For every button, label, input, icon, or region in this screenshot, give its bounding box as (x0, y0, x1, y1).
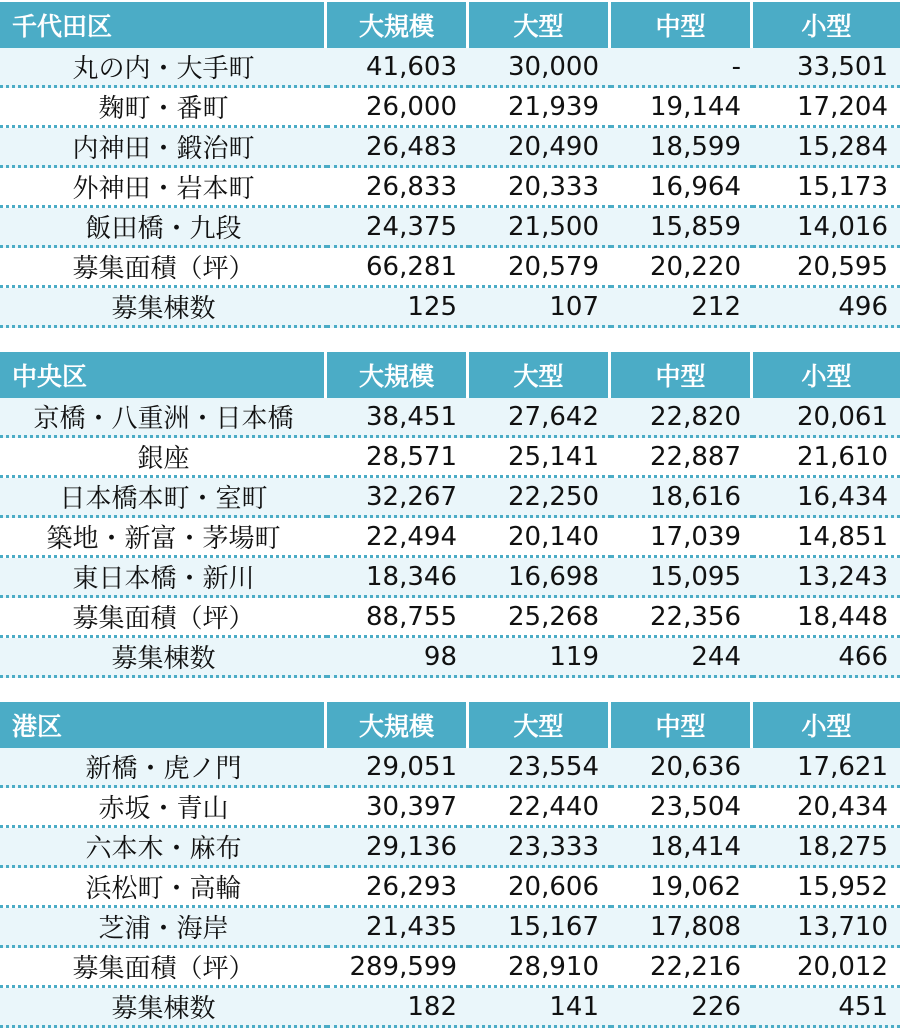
column-header-small: 小型 (753, 352, 900, 398)
value-medium: 22,216 (611, 948, 753, 988)
ward-name: 千代田区 (0, 2, 327, 48)
value-medium: 19,062 (611, 868, 753, 908)
value-small: 13,243 (753, 558, 900, 598)
value-small: 15,284 (753, 128, 900, 168)
value-medium: 22,356 (611, 598, 753, 638)
value-large-scale: 98 (327, 638, 469, 678)
value-small: 21,610 (753, 438, 900, 478)
value-large: 119 (469, 638, 611, 678)
value-large-scale: 22,494 (327, 518, 469, 558)
table-row (0, 248, 900, 288)
value-large-scale: 21,435 (327, 908, 469, 948)
area-name: 芝浦・海岸 (0, 908, 327, 948)
area-name: 募集棟数 (0, 638, 327, 678)
column-header-medium: 中型 (611, 2, 753, 48)
value-small: 14,851 (753, 518, 900, 558)
value-small: 16,434 (753, 478, 900, 518)
area-name: 飯田橋・九段 (0, 208, 327, 248)
value-large-scale: 29,136 (327, 828, 469, 868)
value-large: 27,642 (469, 398, 611, 438)
area-name: 丸の内・大手町 (0, 48, 327, 88)
value-large: 15,167 (469, 908, 611, 948)
column-header-large: 大型 (469, 702, 611, 748)
value-medium: 17,039 (611, 518, 753, 558)
table-row (0, 908, 900, 948)
value-large-scale: 26,483 (327, 128, 469, 168)
table-row (0, 558, 900, 598)
table-row (0, 88, 900, 128)
area-name: 赤坂・青山 (0, 788, 327, 828)
value-large: 141 (469, 988, 611, 1028)
value-large-scale: 26,833 (327, 168, 469, 208)
area-name: 日本橋本町・室町 (0, 478, 327, 518)
value-medium: 23,504 (611, 788, 753, 828)
column-header-large: 大型 (469, 2, 611, 48)
value-large-scale: 41,603 (327, 48, 469, 88)
value-large: 107 (469, 288, 611, 328)
header-row (0, 702, 900, 748)
value-small: 13,710 (753, 908, 900, 948)
area-name: 麹町・番町 (0, 88, 327, 128)
area-name: 新橋・虎ノ門 (0, 748, 327, 788)
value-small: 20,061 (753, 398, 900, 438)
table-row (0, 518, 900, 558)
ward-table-chiyoda (0, 2, 900, 328)
table-row (0, 948, 900, 988)
value-medium: 18,616 (611, 478, 753, 518)
value-medium: 19,144 (611, 88, 753, 128)
header-row (0, 2, 900, 48)
value-small: 20,595 (753, 248, 900, 288)
table-row (0, 868, 900, 908)
ward-name: 港区 (0, 702, 327, 748)
column-header-small: 小型 (753, 2, 900, 48)
table-row (0, 288, 900, 328)
value-large-scale: 28,571 (327, 438, 469, 478)
value-large: 20,490 (469, 128, 611, 168)
value-small: 18,275 (753, 828, 900, 868)
value-large: 23,333 (469, 828, 611, 868)
value-small: 20,012 (753, 948, 900, 988)
table-row (0, 168, 900, 208)
value-medium: 15,859 (611, 208, 753, 248)
value-large-scale: 125 (327, 288, 469, 328)
value-medium: 22,887 (611, 438, 753, 478)
table-row (0, 828, 900, 868)
value-small: 18,448 (753, 598, 900, 638)
value-large: 20,333 (469, 168, 611, 208)
table-row (0, 398, 900, 438)
value-large: 23,554 (469, 748, 611, 788)
value-small: 33,501 (753, 48, 900, 88)
value-large-scale: 18,346 (327, 558, 469, 598)
value-large-scale: 88,755 (327, 598, 469, 638)
area-name: 内神田・鍛治町 (0, 128, 327, 168)
table-row (0, 48, 900, 88)
value-small: 451 (753, 988, 900, 1028)
value-medium: 244 (611, 638, 753, 678)
area-name: 募集面積（坪） (0, 248, 327, 288)
area-name: 外神田・岩本町 (0, 168, 327, 208)
area-name: 募集面積（坪） (0, 948, 327, 988)
column-header-medium: 中型 (611, 352, 753, 398)
value-large-scale: 30,397 (327, 788, 469, 828)
value-large-scale: 182 (327, 988, 469, 1028)
ward-table-chuo (0, 352, 900, 678)
value-large: 30,000 (469, 48, 611, 88)
area-name: 募集面積（坪） (0, 598, 327, 638)
value-large: 20,606 (469, 868, 611, 908)
value-small: 496 (753, 288, 900, 328)
table-row (0, 128, 900, 168)
value-medium: 22,820 (611, 398, 753, 438)
table-row (0, 638, 900, 678)
value-large: 22,440 (469, 788, 611, 828)
area-name: 京橋・八重洲・日本橋 (0, 398, 327, 438)
value-medium: 20,220 (611, 248, 753, 288)
area-name: 浜松町・高輪 (0, 868, 327, 908)
table-row (0, 208, 900, 248)
value-small: 466 (753, 638, 900, 678)
column-header-large-scale: 大規模 (327, 352, 469, 398)
column-header-medium: 中型 (611, 702, 753, 748)
value-small: 15,173 (753, 168, 900, 208)
table-row (0, 748, 900, 788)
area-name: 募集棟数 (0, 288, 327, 328)
value-medium: 18,414 (611, 828, 753, 868)
area-name: 銀座 (0, 438, 327, 478)
value-medium: 18,599 (611, 128, 753, 168)
value-large-scale: 38,451 (327, 398, 469, 438)
value-large-scale: 26,000 (327, 88, 469, 128)
table-row (0, 788, 900, 828)
value-medium: 212 (611, 288, 753, 328)
value-large: 28,910 (469, 948, 611, 988)
value-medium: - (611, 48, 753, 88)
value-large-scale: 32,267 (327, 478, 469, 518)
area-name: 募集棟数 (0, 988, 327, 1028)
value-large: 20,140 (469, 518, 611, 558)
column-header-small: 小型 (753, 702, 900, 748)
area-name: 築地・新富・茅場町 (0, 518, 327, 558)
value-large-scale: 66,281 (327, 248, 469, 288)
value-large: 21,500 (469, 208, 611, 248)
table-row (0, 438, 900, 478)
value-large: 20,579 (469, 248, 611, 288)
value-small: 14,016 (753, 208, 900, 248)
value-medium: 16,964 (611, 168, 753, 208)
value-large: 21,939 (469, 88, 611, 128)
ward-table-minato (0, 702, 900, 1028)
value-large-scale: 289,599 (327, 948, 469, 988)
table-row (0, 598, 900, 638)
header-row (0, 352, 900, 398)
value-medium: 226 (611, 988, 753, 1028)
ward-name: 中央区 (0, 352, 327, 398)
value-large: 25,268 (469, 598, 611, 638)
value-large-scale: 26,293 (327, 868, 469, 908)
column-header-large-scale: 大規模 (327, 2, 469, 48)
column-header-large-scale: 大規模 (327, 702, 469, 748)
value-large: 25,141 (469, 438, 611, 478)
table-row (0, 478, 900, 518)
value-small: 17,204 (753, 88, 900, 128)
value-large: 22,250 (469, 478, 611, 518)
value-small: 20,434 (753, 788, 900, 828)
value-large-scale: 24,375 (327, 208, 469, 248)
value-small: 15,952 (753, 868, 900, 908)
value-small: 17,621 (753, 748, 900, 788)
table-row (0, 988, 900, 1028)
column-header-large: 大型 (469, 352, 611, 398)
area-name: 東日本橋・新川 (0, 558, 327, 598)
value-medium: 17,808 (611, 908, 753, 948)
value-large: 16,698 (469, 558, 611, 598)
value-medium: 15,095 (611, 558, 753, 598)
area-name: 六本木・麻布 (0, 828, 327, 868)
value-large-scale: 29,051 (327, 748, 469, 788)
value-medium: 20,636 (611, 748, 753, 788)
